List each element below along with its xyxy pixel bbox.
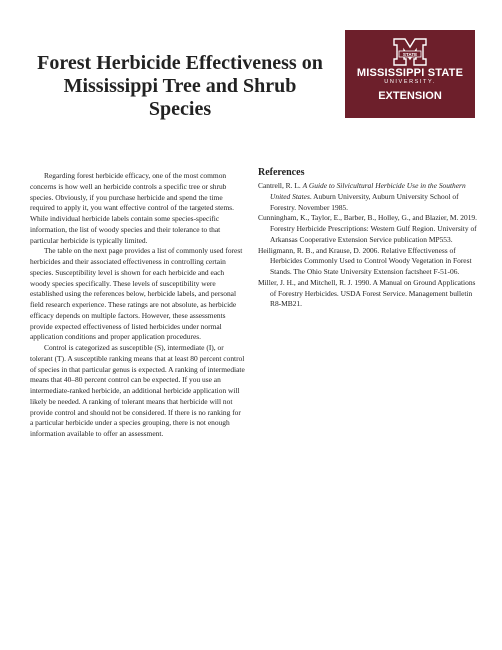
title-line-1: Forest Herbicide Effectiveness on — [37, 52, 323, 74]
seal-text: STATE — [402, 51, 418, 57]
document-title — [30, 52, 330, 121]
references-section — [258, 166, 478, 310]
body-text-column — [30, 171, 246, 440]
reference-item — [258, 181, 478, 213]
logo-university-sub: UNIVERSITY. — [384, 79, 436, 85]
reference-item: Miller, J. H., and Mitchell, R. J. 1990. A Manual on Ground Applications of Forestry Herbicides. USDA Forest Service. Management bulletin R8-MB21. — [258, 277, 476, 309]
reference-1-authors: Cantrell, R. L. — [258, 181, 303, 190]
logo-extension: EXTENSION — [378, 90, 442, 102]
title-line-2: Mississippi Tree and Shrub Species — [63, 75, 297, 120]
body-paragraph-3: Control is categorized as susceptible (S), intermediate (I), or tolerant (T). A susceptible ranking means that at least 80 percent control of species in that particular genus is expected. A ranking of intermediate means that 40–80 percent control can be expected. If you use an intermediate-ranked herbicide, an additional herbicide application will likely be needed. A ranking of tolerant means that herbicide will not provide control and should not be considered. If there is no ranking for a particular herbicide under a species grouping, there is not enough information available to offer an assessment. — [30, 343, 245, 438]
logo-university-name: MISSISSIPPI STATE — [356, 67, 464, 79]
msu-extension-logo — [345, 30, 475, 118]
body-paragraph-1: Regarding forest herbicide efficacy, one of the most common concerns is how well an herbicide controls a specific tree or shrub species. Obviously, if you purchase herbicide and spend the time required to apply it, you want effective control of the targeted stems. While individual herbicide labels contain some species-specific information, the list of woody species and their tolerance to that particular herbicide is typically limited. — [30, 171, 234, 245]
msu-seal-icon — [392, 38, 428, 66]
reference-item: Cunningham, K., Taylor, E., Barber, B., Holley, G., and Blazier, M. 2019. Forestry Herbicide Prescriptions: Western Gulf Region. University of Arkansas Cooperative Extension Service publication MP553. — [258, 213, 477, 244]
reference-1-details: . Auburn University, Auburn University School of Forestry. November 1985. — [270, 191, 459, 212]
references-heading: References — [258, 167, 305, 178]
body-paragraph-2: The table on the next page provides a list of commonly used forest herbicides and their associated effectiveness in controlling certain species. Susceptibility level is shown for each herbicide and each woody species specifically. These levels of susceptibility were established using the references below, herbicide labels, and personal field research experience. These ratings are not absolute, as herbicide efficacy depends on multiple factors. However, these assessments provide expected effectiveness of listed herbicides under normal application conditions and proper application procedures. — [30, 246, 243, 342]
reference-1-title: A Guide to Silvicultural Herbicide Use in the Southern United States — [270, 181, 466, 201]
reference-item: Heiligmann, R. B., and Krause, D. 2006. Relative Effectiveness of Herbicides Commonly Used to Control Woody Vegetation in Forest Stands. The Ohio State University Extension factsheet F-51-06. — [258, 245, 472, 276]
